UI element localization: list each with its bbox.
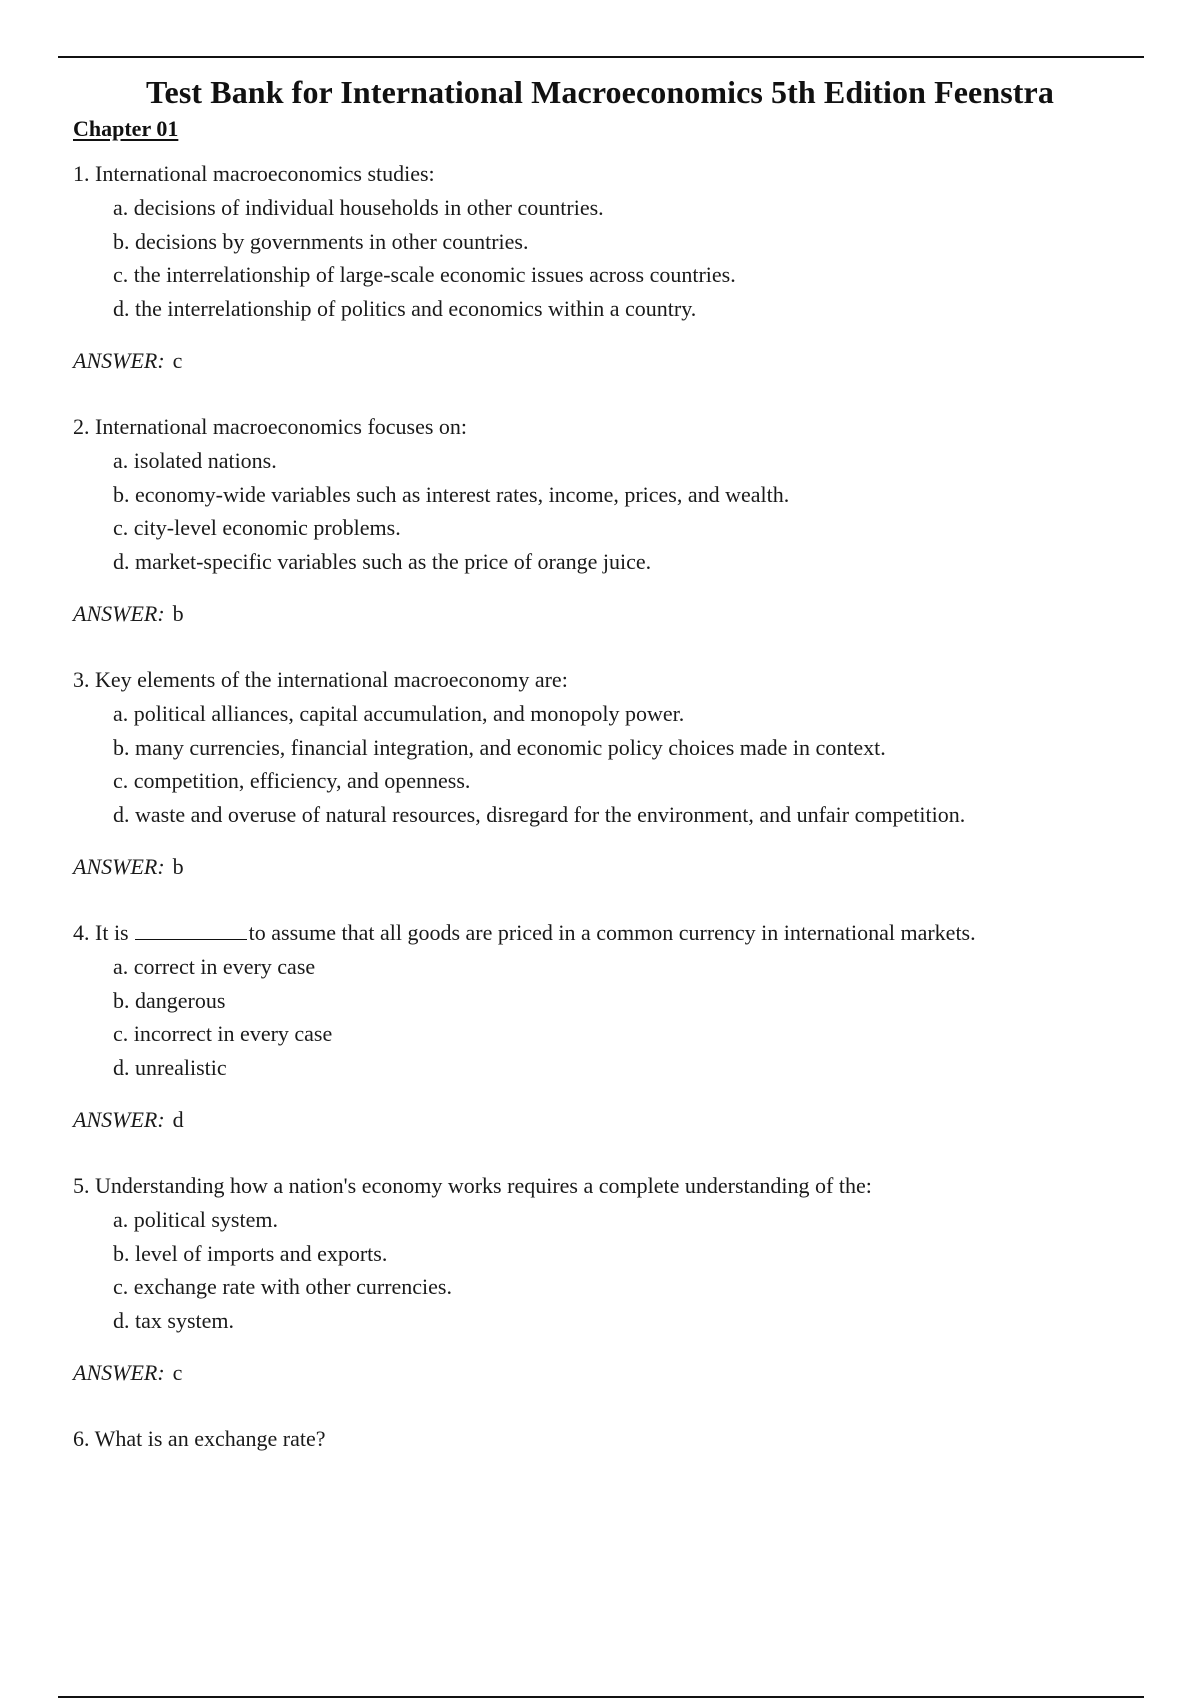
chapter-heading: Chapter 01 (73, 116, 179, 141)
option-letter: b. (113, 987, 130, 1013)
question-4 (73, 919, 1153, 1134)
option-text: the interrelationship of large-scale economic issues across countries. (133, 262, 736, 287)
option-letter: a. (113, 954, 129, 979)
option-d (113, 1051, 1153, 1085)
option-letter: a. (113, 195, 129, 220)
question-stem (73, 160, 1153, 188)
option-letter: c. (113, 515, 129, 540)
option-b (113, 984, 1153, 1018)
option-d (113, 798, 1153, 832)
option-letter: a. (113, 1207, 129, 1232)
option-a (113, 191, 1153, 225)
answer-line (73, 1106, 1153, 1134)
question-stem (73, 1172, 1153, 1200)
option-list (113, 950, 1153, 1084)
option-text: unrealistic (135, 1054, 227, 1080)
question-3 (73, 666, 1153, 881)
option-c (113, 511, 1153, 545)
question-number: 4. (73, 920, 90, 945)
option-text: the interrelationship of politics and economics within a country. (135, 295, 697, 321)
option-text: decisions of individual households in other countries. (133, 195, 604, 220)
question-text: What is an exchange rate? (94, 1426, 326, 1451)
option-text: incorrect in every case (133, 1021, 333, 1046)
question-number: 6. (73, 1426, 90, 1451)
option-letter: d. (113, 548, 130, 574)
option-list (113, 191, 1153, 325)
option-list (113, 1203, 1153, 1337)
option-d (113, 1304, 1153, 1338)
question-number: 2. (73, 414, 90, 439)
document-title: Test Bank for International Macroeconomics 5th Edition Feenstra (146, 74, 1054, 110)
option-letter: a. (113, 701, 129, 726)
option-text: level of imports and exports. (135, 1240, 388, 1266)
option-letter: c. (113, 1274, 129, 1299)
option-a (113, 697, 1153, 731)
option-text: exchange rate with other currencies. (133, 1274, 452, 1299)
answer-value: c (172, 1360, 183, 1385)
option-b (113, 478, 1153, 512)
option-text: correct in every case (133, 954, 316, 979)
answer-value: c (172, 348, 183, 373)
option-letter: c. (113, 1021, 129, 1046)
option-text: market-specific variables such as the price of orange juice. (135, 548, 652, 574)
answer-label: ANSWER: (73, 1360, 165, 1385)
question-number: 1. (73, 161, 90, 186)
option-letter: c. (113, 262, 129, 287)
answer-value: d (172, 1107, 184, 1132)
question-text: Understanding how a nation's economy works requires a complete understanding of the: (95, 1173, 872, 1198)
option-letter: d. (113, 295, 130, 321)
answer-line (73, 600, 1153, 628)
option-letter: b. (113, 1240, 130, 1266)
answer-label: ANSWER: (73, 348, 165, 373)
option-letter: b. (113, 734, 130, 760)
option-text: isolated nations. (133, 448, 277, 473)
option-letter: b. (113, 228, 130, 254)
option-letter: d. (113, 1054, 130, 1080)
option-letter: d. (113, 801, 130, 827)
option-d (113, 545, 1153, 579)
option-letter: d. (113, 1307, 130, 1333)
option-c (113, 1017, 1153, 1051)
top-rule (58, 56, 1144, 58)
option-c (113, 258, 1153, 292)
question-number: 5. (73, 1173, 90, 1198)
option-text: competition, efficiency, and openness. (133, 768, 471, 793)
option-text: economy-wide variables such as interest rates, income, prices, and wealth. (135, 481, 790, 507)
question-1 (73, 160, 1153, 375)
option-letter: b. (113, 481, 130, 507)
option-a (113, 950, 1153, 984)
question-text: International macroeconomics focuses on: (95, 414, 468, 439)
question-number: 3. (73, 667, 90, 692)
option-b (113, 731, 1153, 765)
option-text: waste and overuse of natural resources, disregard for the environment, and unfair competition. (135, 801, 966, 827)
answer-label: ANSWER: (73, 601, 165, 626)
answer-label: ANSWER: (73, 1107, 165, 1132)
question-stem (73, 919, 1153, 947)
question-stem (73, 413, 1153, 441)
option-list (113, 444, 1153, 578)
option-b (113, 1237, 1153, 1271)
option-c (113, 764, 1153, 798)
option-d (113, 292, 1153, 326)
option-letter: c. (113, 768, 129, 793)
fill-in-blank (135, 919, 247, 940)
answer-line (73, 347, 1153, 375)
option-a (113, 1203, 1153, 1237)
answer-label: ANSWER: (73, 854, 165, 879)
question-text-after-blank: to assume that all goods are priced in a common currency in international markets. (248, 920, 976, 945)
question-stem (73, 1425, 1153, 1453)
option-list (113, 697, 1153, 831)
option-c (113, 1270, 1153, 1304)
option-text: political alliances, capital accumulation, and monopoly power. (133, 701, 685, 726)
option-text: city-level economic problems. (133, 515, 401, 540)
question-6 (73, 1425, 1153, 1453)
question-text: Key elements of the international macroeconomy are: (95, 667, 568, 692)
question-text-before-blank: It is (95, 920, 129, 945)
answer-value: b (172, 854, 184, 879)
answer-line (73, 1359, 1153, 1387)
option-text: decisions by governments in other countries. (135, 228, 529, 254)
option-text: many currencies, financial integration, and economic policy choices made in context. (135, 734, 886, 760)
bottom-rule (58, 1696, 1144, 1698)
option-letter: a. (113, 448, 129, 473)
question-text: International macroeconomics studies: (95, 161, 435, 186)
option-text: political system. (133, 1207, 278, 1232)
option-b (113, 225, 1153, 259)
answer-value: b (172, 601, 184, 626)
option-a (113, 444, 1153, 478)
question-2 (73, 413, 1153, 628)
option-text: tax system. (135, 1307, 234, 1333)
question-5 (73, 1172, 1153, 1387)
option-text: dangerous (135, 987, 226, 1013)
answer-line (73, 853, 1153, 881)
question-stem (73, 666, 1153, 694)
